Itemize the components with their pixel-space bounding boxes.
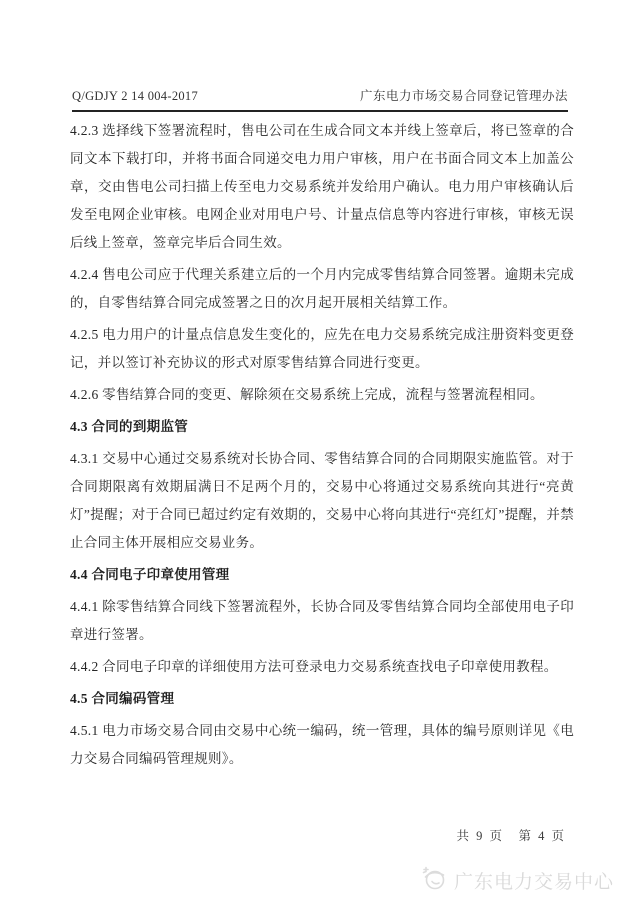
doc-title: 广东电力市场交易合同登记管理办法 [359,89,568,103]
document-body [70,117,574,773]
body-paragraph: 4.2.3 选择线下签署流程时，售电公司在生成合同文本并线上签章后，将已签章的合同文本下载打印，并将书面合同递交电力用户审核，用户在书面合同文本上加盖公章，交由售电公司扫描上传至电力交易系统并发给用户确认。电力用户审核确认后发至电网企业审核。电网企业对用电户号、计量点信息等内容进行审核，审核无误后线上签章，签章完毕后合同生效。 [70,123,574,250]
document-header [72,0,568,112]
body-paragraph: 4.4.1 除零售结算合同线下签署流程外，长协合同及零售结算合同均全部使用电子印章进行签署。 [70,599,574,642]
body-paragraph: 4.5.1 电力市场交易合同由交易中心统一编码，统一管理，具体的编号原则详见《电力交易合同编码管理规则》。 [70,723,574,766]
body-paragraph: 4.2.5 电力用户的计量点信息发生变化的，应先在电力交易系统完成注册资料变更登记，并以签订补充协议的形式对原零售结算合同进行变更。 [70,327,574,370]
publisher-watermark [420,864,614,897]
body-paragraph: 4.3.1 交易中心通过交易系统对长协合同、零售结算合同的合同期限实施监管。对于合同期限离有效期届满日不足两个月的，交易中心将通过交易系统向其进行“亮黄灯”提醒；对于合同已超过约定有效期的，交易中心将向其进行“亮红灯”提醒，并禁止合同主体开展相应交易业务。 [70,451,574,550]
section-heading: 4.5 合同编码管理 [70,691,175,706]
doc-code: Q/GDJY 2 14 004-2017 [72,89,199,103]
page-counter: 共 9 页 第 4 页 [456,829,566,843]
body-paragraph: 4.4.2 合同电子印章的详细使用方法可登录电力交易系统查找电子印章使用教程。 [70,659,558,674]
section-heading: 4.4 合同电子印章使用管理 [70,567,230,582]
gdpx-swirl-logo-icon [420,864,448,897]
publisher-name: 广东电力交易中心 [453,872,614,893]
body-paragraph: 4.2.4 售电公司应于代理关系建立后的一个月内完成零售结算合同签署。逾期未完成的，自零售结算合同完成签署之日的次月起开展相关结算工作。 [70,267,574,310]
section-heading: 4.3 合同的到期监管 [70,419,189,434]
body-paragraph: 4.2.6 零售结算合同的变更、解除须在交易系统上完成，流程与签署流程相同。 [70,387,544,402]
